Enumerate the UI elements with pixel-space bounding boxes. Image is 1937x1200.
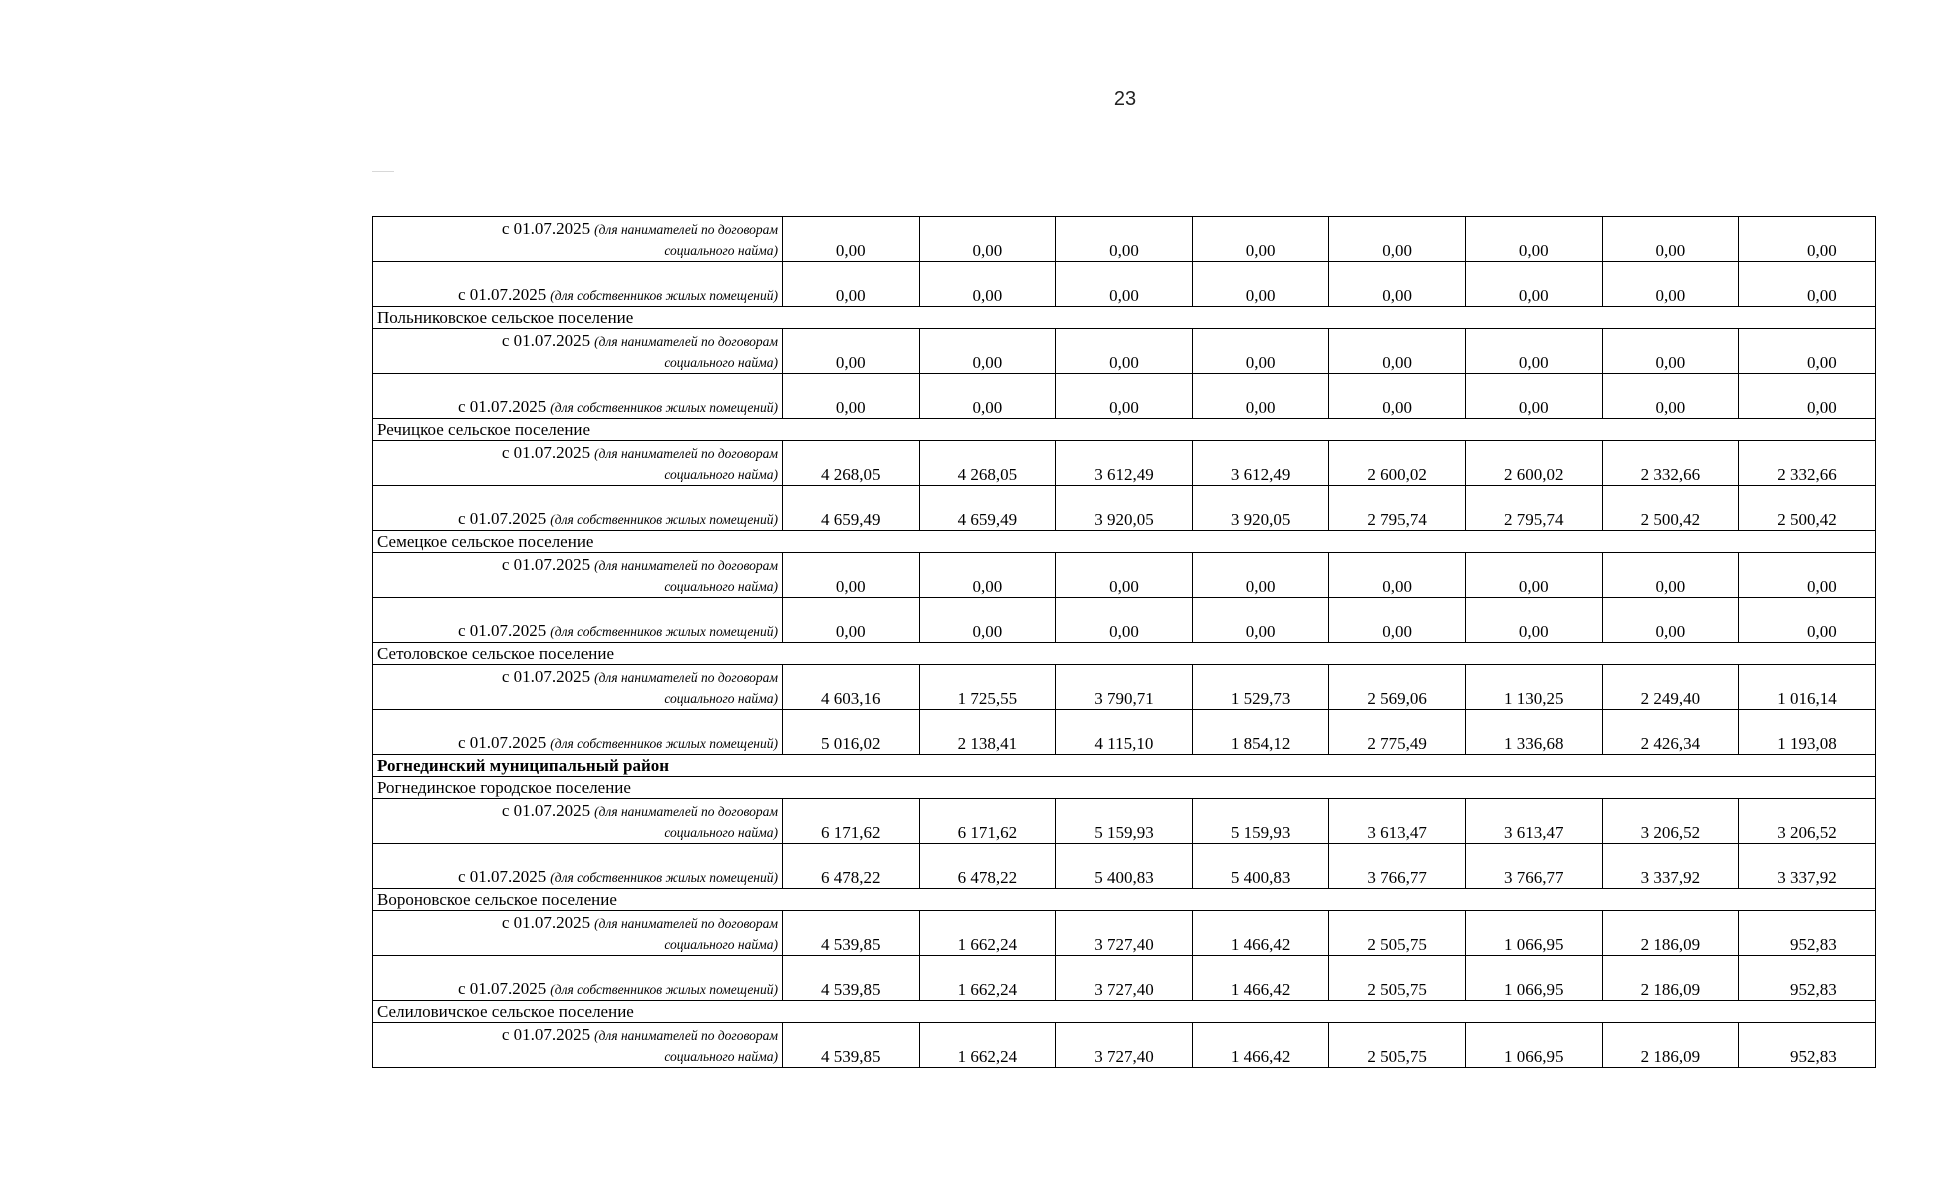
tariff-value-cell: 0,00 [1329, 598, 1466, 643]
tariff-value-cell: 3 613,47 [1465, 799, 1602, 844]
tariff-value-cell: 1 016,14 [1739, 665, 1876, 710]
row-note: (для собственников жилых помещений) [550, 624, 778, 639]
settlement-header-row [373, 643, 1876, 665]
tariff-value-cell: 1 336,68 [1465, 710, 1602, 755]
tariff-value-cell: 2 505,75 [1329, 1023, 1466, 1068]
tariff-value-cell: 0,00 [1056, 262, 1193, 307]
tariff-value-cell: 952,83 [1739, 956, 1876, 1001]
tariff-value-cell: 0,00 [1192, 553, 1329, 598]
tariff-row-owners [373, 598, 1876, 643]
tariff-value-cell: 0,00 [1329, 553, 1466, 598]
row-label [373, 262, 783, 307]
tariff-value-cell: 4 268,05 [783, 441, 920, 486]
tariff-value-cell: 3 766,77 [1329, 844, 1466, 889]
tariff-value-cell: 1 662,24 [919, 956, 1056, 1001]
tariff-value-cell: 0,00 [1329, 262, 1466, 307]
tariff-value-cell: 3 337,92 [1739, 844, 1876, 889]
page-number: 23 [1113, 88, 1137, 110]
row-label [373, 710, 783, 755]
district-title: Рогнединский муниципальный район [373, 755, 1876, 777]
effective-date: с 01.07.2025 [501, 913, 591, 932]
tariff-value-cell: 1 529,73 [1192, 665, 1329, 710]
tariff-value-cell: 5 400,83 [1056, 844, 1193, 889]
tariff-value-cell: 0,00 [1056, 329, 1193, 374]
row-label [373, 598, 783, 643]
effective-date: с 01.07.2025 [457, 509, 547, 528]
tariff-value-cell: 4 659,49 [919, 486, 1056, 531]
tariff-value-cell: 3 206,52 [1602, 799, 1739, 844]
tariff-row-tenants [373, 665, 1876, 710]
tariff-value-cell: 0,00 [1602, 217, 1739, 262]
row-note: (для нанимателей по договорам [594, 1028, 778, 1043]
tariff-value-cell: 0,00 [1602, 262, 1739, 307]
effective-date: с 01.07.2025 [457, 621, 547, 640]
tariff-value-cell: 0,00 [1739, 262, 1876, 307]
tariff-value-cell: 1 662,24 [919, 1023, 1056, 1068]
tariff-value-cell: 2 505,75 [1329, 956, 1466, 1001]
tariff-row-tenants [373, 329, 1876, 374]
row-note: (для нанимателей по договорам [594, 670, 778, 685]
row-note: социального найма) [664, 243, 778, 258]
tariff-value-cell: 0,00 [919, 598, 1056, 643]
row-label [373, 374, 783, 419]
tariff-value-cell: 0,00 [1056, 217, 1193, 262]
effective-date: с 01.07.2025 [501, 219, 591, 238]
tariff-value-cell: 2 775,49 [1329, 710, 1466, 755]
tariff-value-cell: 2 186,09 [1602, 956, 1739, 1001]
row-note: (для собственников жилых помещений) [550, 870, 778, 885]
row-label [373, 553, 783, 598]
tariff-value-cell: 952,83 [1739, 1023, 1876, 1068]
tariff-value-cell: 0,00 [1602, 374, 1739, 419]
tariff-value-cell: 1 066,95 [1465, 1023, 1602, 1068]
effective-date: с 01.07.2025 [501, 331, 591, 350]
tariff-value-cell: 1 066,95 [1465, 911, 1602, 956]
tariff-value-cell: 0,00 [783, 598, 920, 643]
tariff-value-cell: 4 659,49 [783, 486, 920, 531]
row-label [373, 329, 783, 374]
tariff-value-cell: 5 400,83 [1192, 844, 1329, 889]
district-header-row [373, 755, 1876, 777]
tariff-value-cell: 0,00 [1602, 329, 1739, 374]
tariff-value-cell: 6 478,22 [919, 844, 1056, 889]
tariff-value-cell: 3 206,52 [1739, 799, 1876, 844]
tariff-value-cell: 1 466,42 [1192, 911, 1329, 956]
row-label [373, 217, 783, 262]
tariff-value-cell: 0,00 [783, 262, 920, 307]
effective-date: с 01.07.2025 [457, 979, 547, 998]
tariff-row-owners [373, 710, 1876, 755]
effective-date: с 01.07.2025 [457, 867, 547, 886]
tariff-value-cell: 0,00 [783, 374, 920, 419]
tariff-value-cell: 2 600,02 [1329, 441, 1466, 486]
tariff-value-cell: 6 478,22 [783, 844, 920, 889]
row-note: (для собственников жилых помещений) [550, 512, 778, 527]
tariff-value-cell: 3 920,05 [1192, 486, 1329, 531]
tariff-row-owners [373, 374, 1876, 419]
tariff-value-cell: 3 727,40 [1056, 911, 1193, 956]
effective-date: с 01.07.2025 [501, 1025, 591, 1044]
tariff-value-cell: 0,00 [1465, 374, 1602, 419]
tariff-row-tenants [373, 911, 1876, 956]
tariff-value-cell: 4 268,05 [919, 441, 1056, 486]
effective-date: с 01.07.2025 [501, 801, 591, 820]
tariff-value-cell: 0,00 [1465, 329, 1602, 374]
tariff-value-cell: 3 790,71 [1056, 665, 1193, 710]
tariff-value-cell: 0,00 [1739, 598, 1876, 643]
tariff-row-tenants [373, 799, 1876, 844]
tariff-value-cell: 0,00 [1056, 374, 1193, 419]
tariff-value-cell: 6 171,62 [783, 799, 920, 844]
settlement-title: Речицкое сельское поселение [373, 419, 1876, 441]
tariff-row-owners [373, 262, 1876, 307]
row-note: социального найма) [664, 691, 778, 706]
effective-date: с 01.07.2025 [501, 555, 591, 574]
tariff-value-cell: 3 766,77 [1465, 844, 1602, 889]
row-note: (для собственников жилых помещений) [550, 288, 778, 303]
tariff-value-cell: 0,00 [783, 553, 920, 598]
tariff-value-cell: 1 130,25 [1465, 665, 1602, 710]
settlement-header-row [373, 419, 1876, 441]
tariff-row-tenants [373, 553, 1876, 598]
tariff-value-cell: 2 500,42 [1739, 486, 1876, 531]
row-note: (для собственников жилых помещений) [550, 736, 778, 751]
tariff-value-cell: 2 569,06 [1329, 665, 1466, 710]
tariff-value-cell: 5 016,02 [783, 710, 920, 755]
tariff-value-cell: 0,00 [919, 262, 1056, 307]
tariff-value-cell: 0,00 [919, 217, 1056, 262]
tariff-row-tenants [373, 217, 1876, 262]
row-note: социального найма) [664, 467, 778, 482]
tariff-table [372, 216, 1876, 1068]
tariff-value-cell: 0,00 [1739, 217, 1876, 262]
tariff-row-owners [373, 956, 1876, 1001]
row-note: (для нанимателей по договорам [594, 222, 778, 237]
tariff-row-tenants [373, 441, 1876, 486]
tariff-value-cell: 1 066,95 [1465, 956, 1602, 1001]
tariff-value-cell: 0,00 [919, 553, 1056, 598]
settlement-title: Селиловичское сельское поселение [373, 1001, 1876, 1023]
row-label [373, 956, 783, 1001]
effective-date: с 01.07.2025 [457, 397, 547, 416]
row-note: (для нанимателей по договорам [594, 558, 778, 573]
tariff-value-cell: 1 725,55 [919, 665, 1056, 710]
settlement-header-row [373, 889, 1876, 911]
tariff-value-cell: 0,00 [1602, 598, 1739, 643]
tariff-value-cell: 4 115,10 [1056, 710, 1193, 755]
settlement-title: Польниковское сельское поселение [373, 307, 1876, 329]
tariff-value-cell: 6 171,62 [919, 799, 1056, 844]
tariff-value-cell: 5 159,93 [1192, 799, 1329, 844]
tariff-value-cell: 4 539,85 [783, 956, 920, 1001]
row-label [373, 911, 783, 956]
row-note: (для нанимателей по договорам [594, 334, 778, 349]
tariff-value-cell: 5 159,93 [1056, 799, 1193, 844]
tariff-value-cell: 3 337,92 [1602, 844, 1739, 889]
tariff-value-cell: 2 795,74 [1465, 486, 1602, 531]
row-note: социального найма) [664, 579, 778, 594]
tariff-value-cell: 2 332,66 [1602, 441, 1739, 486]
tariff-value-cell: 1 193,08 [1739, 710, 1876, 755]
settlement-header-row [373, 1001, 1876, 1023]
tariff-value-cell: 0,00 [1056, 598, 1193, 643]
tariff-value-cell: 0,00 [1192, 374, 1329, 419]
tariff-value-cell: 3 612,49 [1056, 441, 1193, 486]
tariff-value-cell: 3 613,47 [1329, 799, 1466, 844]
tariff-value-cell: 0,00 [1465, 553, 1602, 598]
tariff-value-cell: 2 426,34 [1602, 710, 1739, 755]
tariff-value-cell: 952,83 [1739, 911, 1876, 956]
row-note: (для нанимателей по договорам [594, 804, 778, 819]
tariff-value-cell: 0,00 [1602, 553, 1739, 598]
tariff-value-cell: 0,00 [783, 217, 920, 262]
tariff-value-cell: 1 854,12 [1192, 710, 1329, 755]
effective-date: с 01.07.2025 [457, 285, 547, 304]
row-note: социального найма) [664, 1049, 778, 1064]
tariff-value-cell: 4 539,85 [783, 911, 920, 956]
tariff-value-cell: 2 505,75 [1329, 911, 1466, 956]
row-note: социального найма) [664, 355, 778, 370]
scan-artifact-line [372, 171, 394, 172]
tariff-value-cell: 0,00 [1739, 553, 1876, 598]
tariff-value-cell: 2 500,42 [1602, 486, 1739, 531]
tariff-value-cell: 1 466,42 [1192, 1023, 1329, 1068]
tariff-row-tenants [373, 1023, 1876, 1068]
tariff-value-cell: 0,00 [1192, 217, 1329, 262]
row-note: (для нанимателей по договорам [594, 446, 778, 461]
tariff-value-cell: 3 920,05 [1056, 486, 1193, 531]
tariff-value-cell: 2 795,74 [1329, 486, 1466, 531]
row-note: социального найма) [664, 825, 778, 840]
settlement-title: Рогнединское городское поселение [373, 777, 1876, 799]
row-label [373, 844, 783, 889]
row-label [373, 1023, 783, 1068]
tariff-value-cell: 3 727,40 [1056, 1023, 1193, 1068]
tariff-value-cell: 4 603,16 [783, 665, 920, 710]
tariff-value-cell: 0,00 [1192, 598, 1329, 643]
row-label [373, 665, 783, 710]
tariff-value-cell: 0,00 [1056, 553, 1193, 598]
settlement-title: Сетоловское сельское поселение [373, 643, 1876, 665]
tariff-value-cell: 0,00 [1739, 374, 1876, 419]
tariff-value-cell: 2 332,66 [1739, 441, 1876, 486]
tariff-value-cell: 1 662,24 [919, 911, 1056, 956]
tariff-value-cell: 2 186,09 [1602, 1023, 1739, 1068]
tariff-value-cell: 1 466,42 [1192, 956, 1329, 1001]
tariff-value-cell: 2 138,41 [919, 710, 1056, 755]
settlement-title: Вороновское сельское поселение [373, 889, 1876, 911]
tariff-value-cell: 0,00 [1329, 329, 1466, 374]
tariff-value-cell: 0,00 [1465, 598, 1602, 643]
row-note: (для собственников жилых помещений) [550, 400, 778, 415]
tariff-value-cell: 3 612,49 [1192, 441, 1329, 486]
tariff-value-cell: 0,00 [783, 329, 920, 374]
tariff-value-cell: 4 539,85 [783, 1023, 920, 1068]
tariff-row-owners [373, 486, 1876, 531]
effective-date: с 01.07.2025 [457, 733, 547, 752]
row-note: (для собственников жилых помещений) [550, 982, 778, 997]
settlement-title: Семецкое сельское поселение [373, 531, 1876, 553]
tariff-value-cell: 0,00 [1329, 374, 1466, 419]
row-label [373, 441, 783, 486]
row-note: социального найма) [664, 937, 778, 952]
tariff-value-cell: 0,00 [1465, 262, 1602, 307]
effective-date: с 01.07.2025 [501, 667, 591, 686]
tariff-value-cell: 2 186,09 [1602, 911, 1739, 956]
settlement-header-row [373, 307, 1876, 329]
tariff-row-owners [373, 844, 1876, 889]
tariff-value-cell: 2 249,40 [1602, 665, 1739, 710]
tariff-value-cell: 0,00 [919, 374, 1056, 419]
tariff-value-cell: 0,00 [1192, 329, 1329, 374]
tariff-value-cell: 0,00 [1192, 262, 1329, 307]
row-note: (для нанимателей по договорам [594, 916, 778, 931]
tariff-value-cell: 3 727,40 [1056, 956, 1193, 1001]
tariff-table-body [373, 217, 1876, 1068]
tariff-value-cell: 0,00 [919, 329, 1056, 374]
tariff-value-cell: 0,00 [1465, 217, 1602, 262]
row-label [373, 799, 783, 844]
row-label [373, 486, 783, 531]
effective-date: с 01.07.2025 [501, 443, 591, 462]
tariff-value-cell: 2 600,02 [1465, 441, 1602, 486]
tariff-value-cell: 0,00 [1739, 329, 1876, 374]
settlement-header-row [373, 531, 1876, 553]
settlement-header-row [373, 777, 1876, 799]
tariff-value-cell: 0,00 [1329, 217, 1466, 262]
